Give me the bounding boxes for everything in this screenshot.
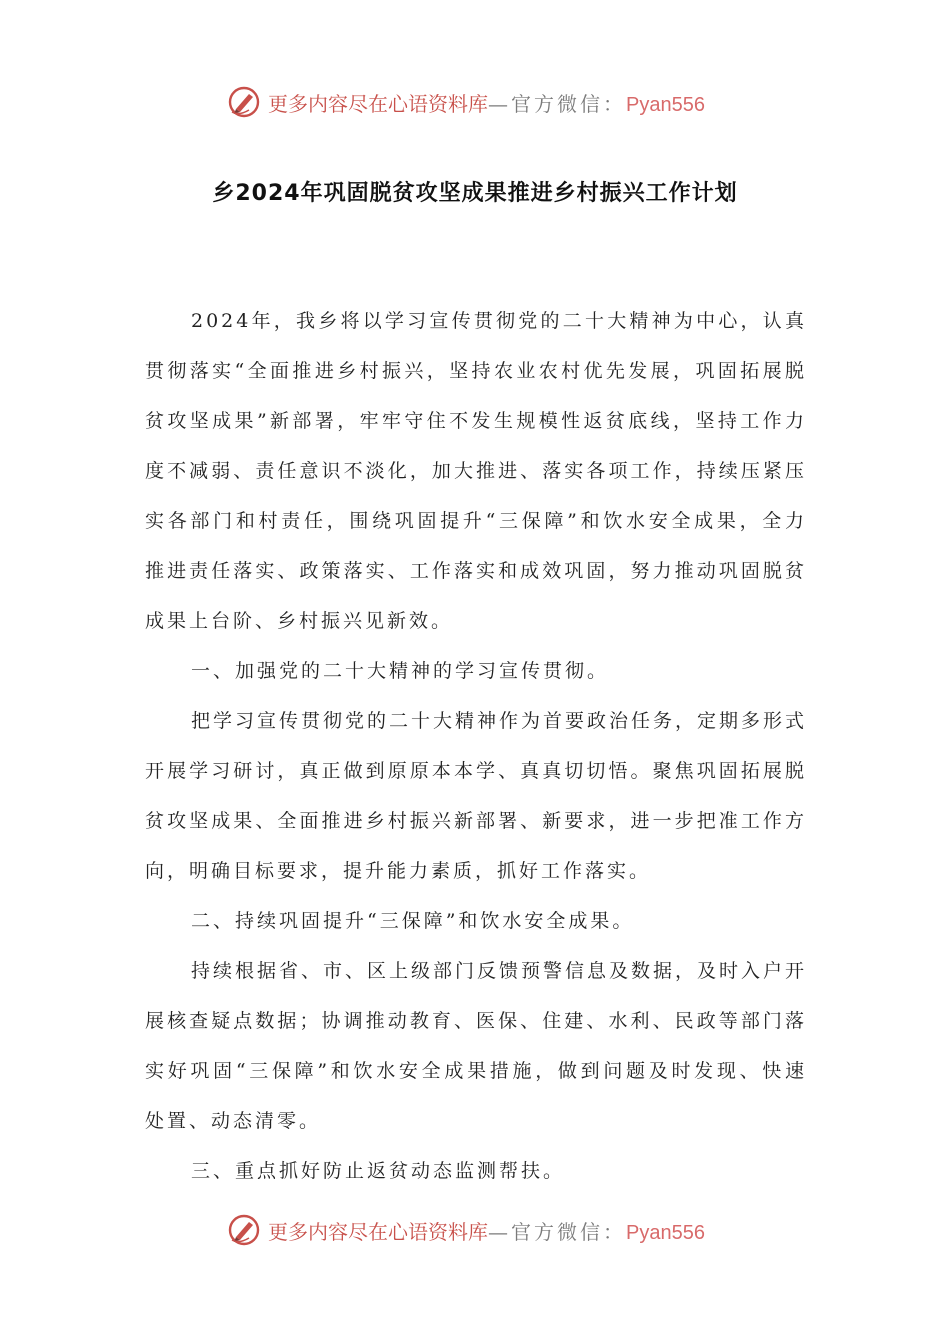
watermark-site-text: 更多内容尽在心语资料库 — [268, 91, 488, 116]
document-body — [145, 296, 807, 1196]
watermark-wechat-id: Pyan556 — [626, 93, 705, 116]
footer-watermark — [226, 1210, 705, 1250]
paragraph-section-1: 把学习宣传贯彻党的二十大精神作为首要政治任务，定期多形式开展学习研讨，真正做到原原本本学、真真切切悟。聚焦巩固拓展脱贫攻坚成果、全面推进乡村振兴新部署、新要求，进一步把准工作方向，明确目标要求，提升能力素质，抓好工作落实。 — [145, 710, 808, 882]
watermark-official-text: 官方微信： — [511, 1219, 626, 1244]
section-heading-2: 二、持续巩固提升“三保障”和饮水安全成果。 — [191, 910, 635, 932]
watermark-wechat-id: Pyan556 — [626, 1221, 705, 1244]
watermark-site-text: 更多内容尽在心语资料库 — [268, 1219, 488, 1244]
paragraph-intro: 2024年，我乡将以学习宣传贯彻党的二十大精神为中心，认真贯彻落实“全面推进乡村振兴，坚持农业农村优先发展，巩固拓展脱贫攻坚成果”新部署，牢牢守住不发生规模性返贫底线，坚持工作力度不减弱、责任意识不淡化，加大推进、落实各项工作，持续压紧压实各部门和村责任，围绕巩固提升“三保障”和饮水安全成果，全力推进责任落实、政策落实、工作落实和成效巩固，努力推动巩固脱贫成果上台阶、乡村振兴见新效。 — [145, 310, 807, 632]
watermark-official-text: 官方微信： — [511, 91, 626, 116]
document-title: 乡2024年巩固脱贫攻坚成果推进乡村振兴工作计划 — [212, 181, 738, 206]
watermark-dash: — — [488, 1219, 511, 1244]
paragraph-section-2: 持续根据省、市、区上级部门反馈预警信息及数据，及时入户开展核查疑点数据；协调推动教育、医保、住建、水利、民政等部门落实好巩固“三保障”和饮水安全成果措施，做到问题及时发现、快速处置、动态清零。 — [145, 960, 808, 1132]
header-watermark — [226, 82, 705, 122]
pen-logo-icon — [226, 84, 262, 120]
section-heading-3: 三、重点抓好防止返贫动态监测帮扶。 — [191, 1160, 566, 1182]
pen-logo-icon — [226, 1212, 262, 1248]
section-heading-1: 一、加强党的二十大精神的学习宣传贯彻。 — [191, 660, 610, 682]
watermark-dash: — — [488, 91, 511, 116]
